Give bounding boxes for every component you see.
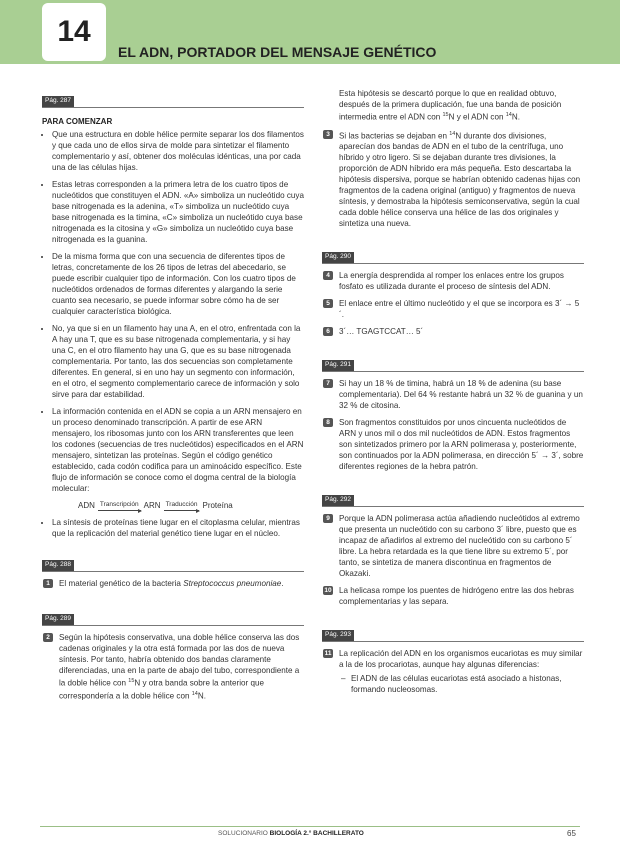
list-item [52,406,304,511]
isotope-superscript: 15 [128,678,135,684]
flow-node-arn: ARN [143,501,161,510]
answer-number: 3 [323,130,333,139]
isotope-superscript: 14 [191,690,198,697]
answer-3 [322,129,584,230]
section-subtitle: PARA COMENZAR [42,117,113,126]
list-item-text: La información contenida en el ADN se copia a un ARN mensajero en un proceso denominado transcripción. A partir de ese ARN mensajero, los ribosomas junto con los ARN transferentes que leen los codones (secuencias de tres nucleótidos) especificados en el ARN mensajero, sintetizan las proteínas. Según el código genético establecido, cada codón codifica para un aminoácido específico. Este flujo de información se conoce como el dogma central de la biología molecular: [52,407,304,493]
page-ref-289 [42,613,304,626]
flow-node-protein: Proteína [202,501,233,510]
page-ref-label: Pág. 287 [42,96,74,107]
answer-text: N y el ADN con [448,112,504,122]
dash-list-item: – El ADN de las células eucariotas está asociado a histonas, formando nucleosomas. [339,673,584,695]
answer-1 [42,578,304,589]
page-ref-291 [322,359,584,372]
answer-number: 6 [323,327,333,336]
page-ref-293 [322,629,584,642]
answer-text: Esta hipótesis se descartó porque lo que en realidad obtuvo, después de la primera duplicación, fue una banda de posición intermedia entre el ADN con [339,89,562,122]
answer-text: La replicación del ADN en los organismos eucariotas es muy similar a la de los procariotas, aunque hay algunas diferencias: [339,649,583,670]
answer-2-continued [322,88,584,123]
answer-text: Porque la ADN polimerasa actúa añadiendo nucleótidos al extremo que presenta un nucleótido con su carbono 3´ libre, puesto que es incapaz de añadirlos al extremo del nucleótido con su carbono 5´ libre. La hebra retardada es la que tiene libre su extremo 5´, por tanto, se sintetiza de manera discontinua en fragmentos de Okazaki. [339,514,580,579]
flow-arrow-translation [164,498,200,511]
page-ref-287 [42,95,304,108]
answer-text: La energía desprendida al romper los enlaces entre los grupos fosfato es utilizada durante el proceso de síntesis del ADN. [339,271,564,292]
footer-divider [40,826,580,827]
answer-text: Si las bacterias se dejaban en [339,131,447,141]
page-ref-label: Pág. 293 [322,630,354,641]
answer-text: La helicasa rompe los puentes de hidrógeno entre las dos hebras complementarias y las separa. [339,586,574,607]
answer-text: N. [197,691,206,701]
footer-label [218,830,364,837]
answer-number: 5 [323,299,333,308]
isotope-superscript: 14 [505,112,512,118]
answer-6 [322,326,584,337]
answer-number: 4 [323,271,333,280]
footer-prefix: SOLUCIONARIO [218,830,268,837]
list-item: • No, ya que si en un filamento hay una A, en el otro, enfrentada con la A hay una T, que es su base nitrogenada complementaria, y si hay una C, en el otro filamento hay una G, que es su base nitrogenada complementaria. Por tanto, las dos secuencias son completamente diferentes. En general, si en uno hay un segmento con información, en el otro, el segmento complementario carece de información y solo sirve para dar estabilidad. [52,323,304,400]
flow-arrow-label: Transcripción [99,501,139,508]
page-ref-288 [42,559,304,572]
answer-number: 7 [323,379,333,388]
answer-text: Son fragmentos constituidos por unos cincuenta nucleótidos de ARN y unos mil o dos mil nucleótidos de ADN. Estos fragmentos son sintetizados primero por la ARN polimerasa y, posteriormente, son continuados por la ADN polimerasa, en dirección 5´ → 3´, sobre diferentes regiones de la hebra patrón. [339,418,584,472]
answer-number: 8 [323,418,333,427]
page-ref-label: Pág. 289 [42,614,74,625]
list-item: • Estas letras corresponden a la primera letra de los cuatro tipos de nucleótidos que constituyen el ADN. «A» simboliza un nucleótido cuya base nitrogenada es la adenina, «T» simboliza un nucleótido cuya base nitrogenada es la timina, «C» simboliza un nucleótido cuya base nitrogenada es la citosina y «G» simboliza un nucleótido cuya base nitrogenada es la guanina. [52,179,304,245]
answer-10 [322,585,584,607]
page-ref-label: Pág. 292 [322,495,354,506]
central-dogma-diagram [78,498,304,511]
footer-book-title: BIOLOGÍA 2.° BACHILLERATO [269,830,364,837]
answer-number: 11 [324,650,332,658]
flow-arrow-label: Traducción [165,501,198,508]
answer-text: Si hay un 18 % de timina, habrá un 18 % de adenina (su base complementaria). Del 64 % restante habrá un 32 % de guanina y un 32 % de citosina. [339,379,583,411]
right-column [322,88,584,695]
answer-number: 9 [323,514,333,523]
answer-4 [322,270,584,292]
answer-7 [322,378,584,411]
species-name: Streptococcus pneumoniae [183,579,282,588]
answer-9 [322,513,584,579]
bullet-list [42,129,304,539]
chapter-number: 14 [42,3,106,61]
answer-text: Según la hipótesis conservativa, una doble hélice conserva las dos cadenas originales y la otra está formada por las dos de nueva síntesis. Por tanto, habría obtenido dos bandas claramente diferenciadas, una en la parte de abajo del tubo, correspondiente a la doble hélice con [59,633,300,688]
list-item: • La síntesis de proteínas tiene lugar en el citoplasma celular, mientras que la replicación del material genético tiene lugar en el núcleo. [52,517,304,539]
page-ref-label: Pág. 288 [42,560,74,571]
page-ref-290 [322,251,584,264]
list-item: • De la misma forma que con una secuencia de diferentes tipos de letras, concretamente de los 26 tipos de letras del abecedario, se puede escribir cualquier tipo de información. Con los cuatro tipos de nucleótidos ordenados de formas diferentes y alargando la serie cuanto sea necesario, se puede informar sobre cómo ha de ser cualquier característica biológica. [52,251,304,317]
answer-text-end: . [281,579,284,588]
flow-arrow-transcription [98,498,141,511]
answer-text: 3´… TGAGTCCAT… 5´ [339,327,424,337]
left-column [42,95,304,701]
page-ref-292 [322,494,584,507]
answer-text: El enlace entre el último nucleótido y el que se incorpora es 3´ → 5´. [339,299,580,320]
isotope-superscript: 15 [442,112,449,118]
isotope-superscript: 14 [449,130,456,137]
answer-text: El material genético de la bacteria [59,579,181,588]
answer-text: N. [511,112,520,122]
answer-text: N durante dos divisiones, aparecían dos bandas de ADN en el tubo de la centrífuga, uno híbrido y otro ligero. Si se dejaban durante tres divisiones, la proporción de ADN híbrido era más pequeña. Esto descartaba la hipótesis dispersiva, porque se habrían obtenido cadenas hijas con fragmentos de la cadena original (antiguo) y fragmentos de nueva síntesis, y demostraba la hipótesis semiconservativa, según la cual cada doble hélice conserva una hélice de las dos originales y sintetiza una nueva. [339,131,581,229]
page-ref-label: Pág. 291 [322,360,354,371]
answer-2 [42,632,304,701]
answer-8 [322,417,584,472]
answer-number: 1 [43,579,53,588]
answer-5 [322,298,584,320]
flow-node-adn: ADN [78,501,95,510]
answer-text: N y otra banda sobre la anterior que correspondería a la doble hélice con [59,678,265,701]
list-item: • Que una estructura en doble hélice permite separar los dos filamentos y que cada uno de ellos sirva de molde para sintetizar el filamento complementario y así, obtener dos moléculas idénticas, una por cada una de las células hijas. [52,129,304,173]
chapter-title: EL ADN, PORTADOR DEL MENSAJE GENÉTICO [118,44,437,60]
answer-number: 2 [43,633,53,642]
page-number: 65 [567,829,576,838]
answer-11-list [322,673,584,695]
answer-number: 10 [324,587,332,595]
page-ref-label: Pág. 290 [322,252,354,263]
answer-11 [322,648,584,670]
